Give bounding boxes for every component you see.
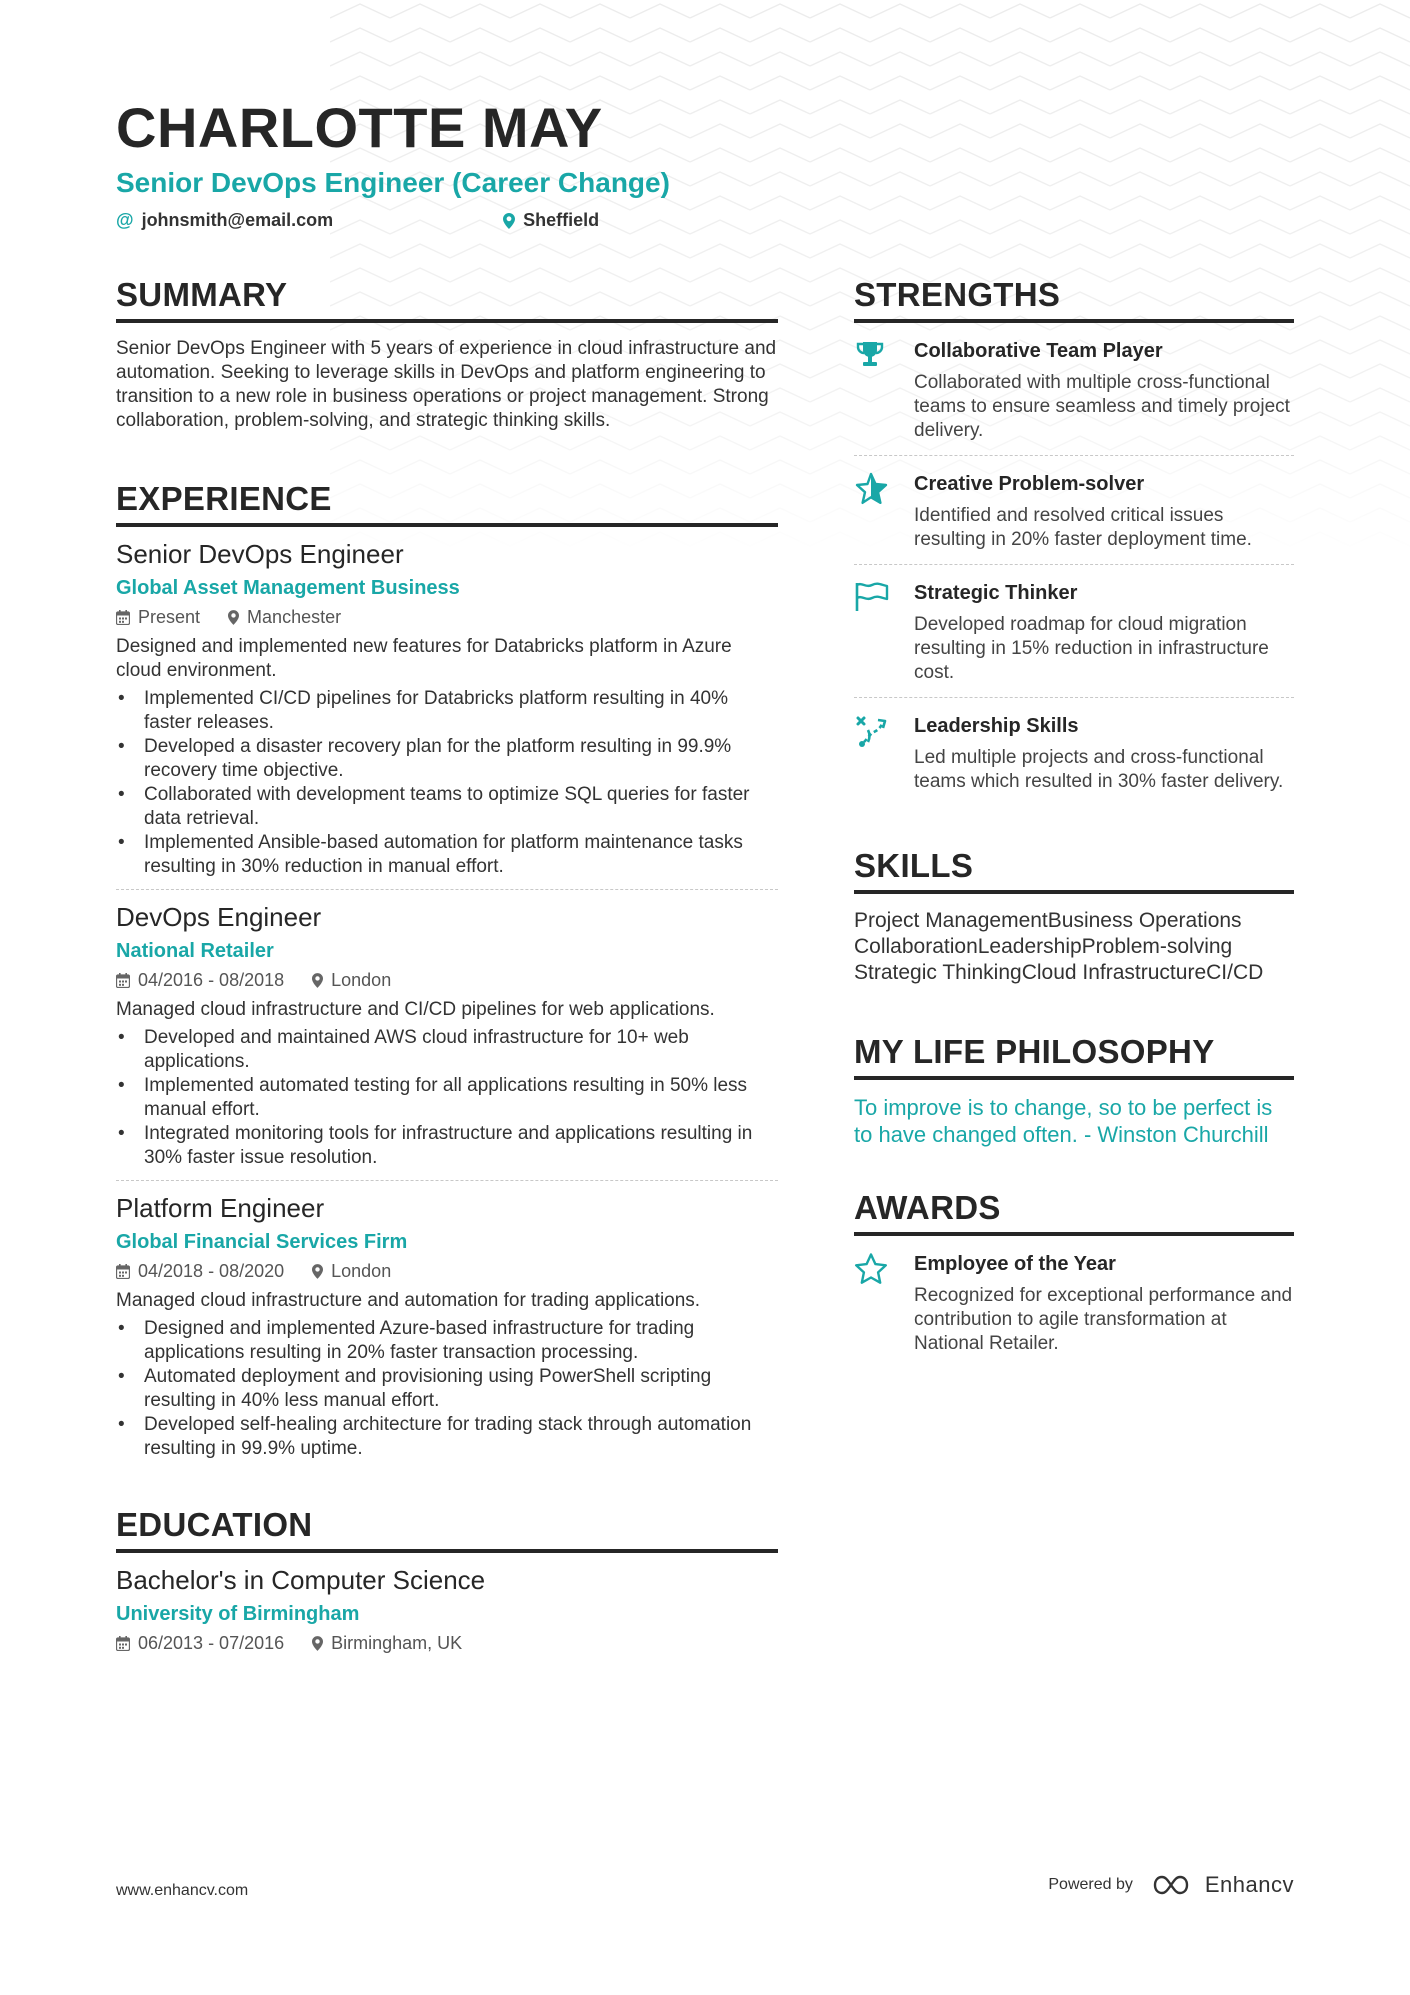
- strength-description: Developed roadmap for cloud migration resulting in 15% reduction in infrastructure cost.: [914, 614, 1269, 683]
- job-bullet: • Collaborated with development teams to optimize SQL queries for faster data retrieval.: [116, 783, 778, 831]
- job-entry: [116, 889, 778, 1180]
- experience-section: [116, 479, 778, 1471]
- job-company: Global Asset Management Business: [116, 577, 460, 599]
- job-dates: 04/2016 - 08/2018: [138, 970, 285, 990]
- location-pin-icon: [312, 1264, 323, 1279]
- calendar-icon: [116, 973, 130, 988]
- skill-tag: Business Operations: [1047, 909, 1242, 932]
- award-description: Recognized for exceptional performance and contribution to agile transformation at National Retailer.: [914, 1285, 1293, 1354]
- award-title: Employee of the Year: [914, 1253, 1116, 1275]
- strengths-section: [854, 275, 1294, 806]
- trophy-icon: [854, 339, 886, 371]
- candidate-name: CHARLOTTE MAY: [116, 96, 603, 159]
- calendar-icon: [116, 1636, 130, 1651]
- job-bullet: • Developed a disaster recovery plan for the platform resulting in 99.9% recovery time objective.: [116, 735, 778, 783]
- job-description: Managed cloud infrastructure and automation for trading applications.: [116, 1290, 701, 1311]
- job-dates: 04/2018 - 08/2020: [138, 1261, 285, 1281]
- skill-tag: Leadership: [977, 935, 1082, 958]
- experience-heading: EXPERIENCE: [116, 479, 778, 527]
- at-icon: @: [116, 210, 134, 230]
- calendar-icon: [116, 1264, 130, 1279]
- star-outline-icon: [854, 1252, 888, 1286]
- location-pin-icon: [228, 610, 239, 625]
- powered-by-text: Powered by: [1048, 1876, 1133, 1893]
- strength-item: [854, 323, 1294, 455]
- degree-title: Bachelor's in Computer Science: [116, 1565, 486, 1595]
- skill-tag: CI/CD: [1206, 961, 1264, 984]
- summary-text: Senior DevOps Engineer with 5 years of experience in cloud infrastructure and automation. Seeking to leverage skills in DevOps and platform engineering to transition to a new role in business operations or project management. Strong collaboration, problem-solving, and strategic thinking skills.: [116, 338, 777, 431]
- awards-heading: AWARDS: [854, 1188, 1294, 1236]
- education-heading: EDUCATION: [116, 1505, 778, 1553]
- summary-section: [116, 275, 778, 433]
- skill-tag: Problem-solving: [1081, 935, 1233, 958]
- contact-location: [503, 210, 599, 231]
- job-title: Platform Engineer: [116, 1193, 325, 1223]
- skill-tag: Collaboration: [854, 935, 978, 958]
- job-bullets: [116, 1317, 778, 1461]
- job-entry: [116, 527, 778, 889]
- summary-heading: SUMMARY: [116, 275, 778, 323]
- job-bullet: • Developed self-healing architecture for trading stack through automation resulting in 99.9% uptime.: [116, 1413, 778, 1461]
- education-meta: [116, 1629, 778, 1657]
- footer-website[interactable]: www.enhancv.com: [116, 1882, 249, 1899]
- education-location: Birmingham, UK: [331, 1633, 463, 1653]
- job-bullet: • Designed and implemented Azure-based infrastructure for trading applications resulting in 20% faster transaction processing.: [116, 1317, 778, 1365]
- strength-title: Creative Problem-solver: [914, 473, 1145, 495]
- email-text: johnsmith@email.com: [141, 210, 334, 230]
- location-pin-icon: [503, 213, 515, 229]
- job-dates: Present: [138, 607, 201, 627]
- flag-icon: [854, 581, 890, 613]
- job-description: Designed and implemented new features for Databricks platform in Azure cloud environment.: [116, 636, 732, 681]
- skill-tag: Project Management: [854, 909, 1048, 932]
- philosophy-heading: MY LIFE PHILOSOPHY: [854, 1032, 1294, 1080]
- contact-row: [116, 210, 1306, 231]
- strength-item: [854, 697, 1294, 806]
- footer-branding: [1048, 1872, 1294, 1898]
- contact-email[interactable]: [116, 210, 333, 231]
- education-section: [116, 1505, 778, 1667]
- school-name: University of Birmingham: [116, 1603, 360, 1625]
- job-entry: [116, 1180, 778, 1471]
- job-bullet: • Implemented Ansible-based automation for platform maintenance tasks resulting in 30% reduction in manual effort.: [116, 831, 778, 879]
- job-description: Managed cloud infrastructure and CI/CD pipelines for web applications.: [116, 999, 715, 1020]
- skills-list: [854, 908, 1294, 986]
- location-pin-icon: [312, 973, 323, 988]
- strength-title: Leadership Skills: [914, 715, 1079, 737]
- calendar-icon: [116, 610, 130, 625]
- job-bullet: • Implemented CI/CD pipelines for Databricks platform resulting in 40% faster releases.: [116, 687, 778, 735]
- education-entry: [116, 1553, 778, 1667]
- job-bullet: • Developed and maintained AWS cloud infrastructure for 10+ web applications.: [116, 1026, 778, 1074]
- location-pin-icon: [312, 1636, 323, 1651]
- job-company: Global Financial Services Firm: [116, 1231, 408, 1253]
- strength-description: Led multiple projects and cross-functional teams which resulted in 30% faster delivery.: [914, 747, 1284, 792]
- education-dates: 06/2013 - 07/2016: [138, 1633, 285, 1653]
- enhancv-logo-icon: [1151, 1872, 1195, 1898]
- skill-tag: Strategic Thinking: [854, 961, 1022, 984]
- strength-item: [854, 455, 1294, 564]
- job-meta: [116, 966, 778, 994]
- job-bullet: • Automated deployment and provisioning using PowerShell scripting resulting in 40% less manual effort.: [116, 1365, 778, 1413]
- skill-tag: Cloud Infrastructure: [1021, 961, 1207, 984]
- awards-section: [854, 1188, 1294, 1368]
- job-title: DevOps Engineer: [116, 902, 322, 932]
- location-text: Sheffield: [523, 210, 600, 230]
- strategy-icon: [854, 714, 890, 750]
- job-location: London: [331, 1261, 392, 1281]
- skills-heading: SKILLS: [854, 846, 1294, 894]
- brand-logo[interactable]: [1151, 1872, 1294, 1898]
- job-meta: [116, 1257, 778, 1285]
- strength-description: Identified and resolved critical issues resulting in 20% faster deployment time.: [914, 505, 1252, 550]
- strength-item: [854, 564, 1294, 697]
- job-bullet: • Implemented automated testing for all applications resulting in 50% less manual effort.: [116, 1074, 778, 1122]
- philosophy-section: [854, 1032, 1294, 1148]
- skills-section: [854, 846, 1294, 986]
- award-item: [854, 1236, 1294, 1368]
- strength-title: Strategic Thinker: [914, 582, 1078, 604]
- strength-description: Collaborated with multiple cross-functional teams to ensure seamless and timely project delivery.: [914, 372, 1290, 441]
- job-location: Manchester: [247, 607, 342, 627]
- brand-name: Enhancv: [1204, 1872, 1294, 1897]
- job-title: Senior DevOps Engineer: [116, 539, 404, 569]
- philosophy-quote: To improve is to change, so to be perfect is to have changed often. - Winston Churchill: [854, 1095, 1273, 1147]
- job-bullets: [116, 1026, 778, 1170]
- candidate-headline: Senior DevOps Engineer (Career Change): [116, 167, 670, 198]
- job-company: National Retailer: [116, 940, 274, 962]
- star-icon: [854, 472, 888, 506]
- job-location: London: [331, 970, 392, 990]
- job-bullets: [116, 687, 778, 879]
- strengths-heading: STRENGTHS: [854, 275, 1294, 323]
- job-meta: [116, 603, 778, 631]
- job-bullet: • Integrated monitoring tools for infrastructure and applications resulting in 30% faster issue resolution.: [116, 1122, 778, 1170]
- strength-title: Collaborative Team Player: [914, 340, 1163, 362]
- resume-header: [116, 96, 1306, 231]
